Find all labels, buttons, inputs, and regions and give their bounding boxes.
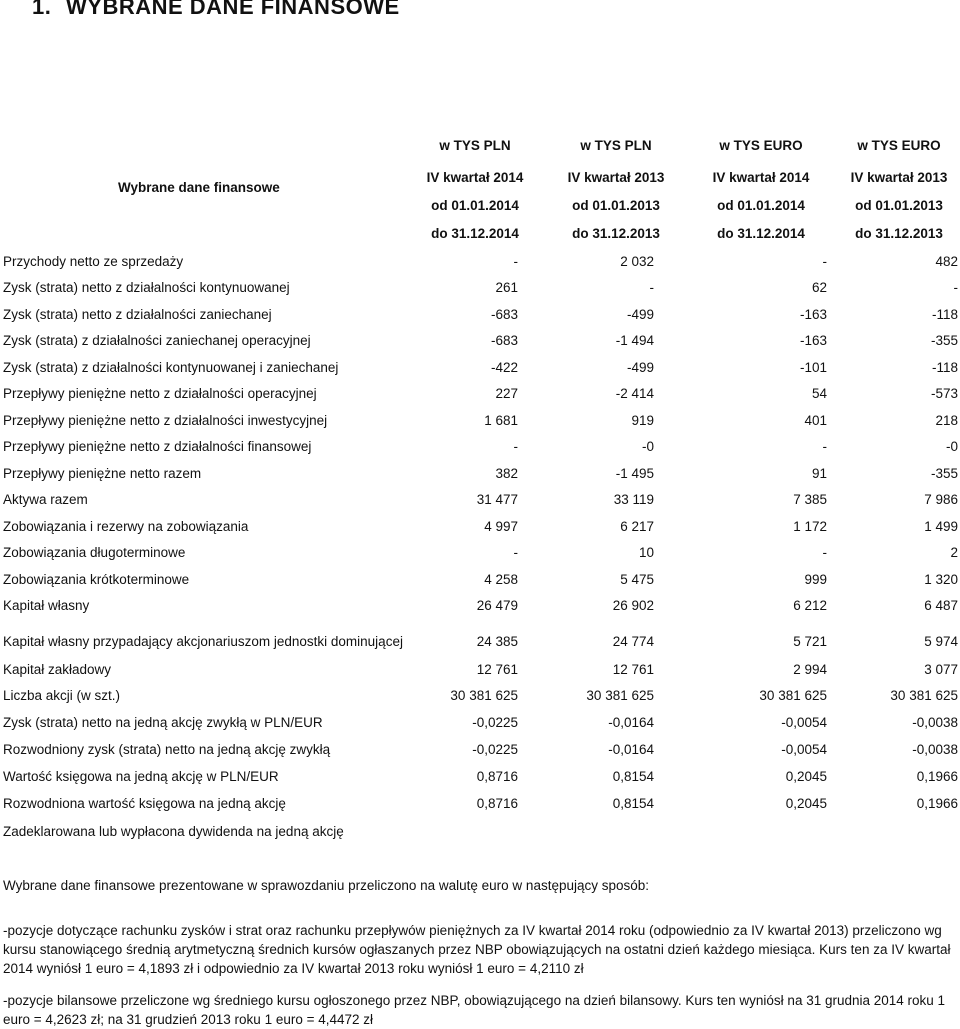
cell-value: 30 381 625 xyxy=(586,688,654,703)
note-income-statement: -pozycje dotyczące rachunku zysków i strat oraz rachunku przepływów pieniężnych za IV kwartał 2014 roku (odpowiednio za IV kwartał 2013) przeliczono wg kursu stanowiącego średnią arytmetyczną średnich kursów ogłaszanych przez NBP obowiązujących na ostatni dzień każdego miesiąca. Kurs ten za IV kwartał 2014 wyniósł 1 euro = 4,1893 zł i odpowiednio za IV kwartał 2013 roku wyniósł 1 euro = 4,2110 zł xyxy=(3,923,951,976)
table-row xyxy=(0,488,960,514)
table-row xyxy=(0,820,960,846)
row-label: Przychody netto ze sprzedaży xyxy=(3,254,184,269)
row-label: Przepływy pieniężne netto z działalności operacyjnej xyxy=(3,386,317,401)
column-header-currency: w TYS EURO xyxy=(857,138,941,153)
column-header-from: od 01.01.2013 xyxy=(572,198,660,213)
cell-value: 54 xyxy=(811,386,827,401)
column-header-currency: w TYS PLN xyxy=(580,138,652,153)
column-header-period: IV kwartał 2014 xyxy=(712,170,810,185)
table-row xyxy=(0,658,960,684)
cell-value: 7 385 xyxy=(793,492,827,507)
column-header-period: IV kwartał 2013 xyxy=(567,170,665,185)
cell-value: - xyxy=(953,280,958,295)
cell-value: 482 xyxy=(935,254,958,269)
cell-value: 0,8154 xyxy=(612,769,654,784)
note-intro: Wybrane dane finansowe prezentowane w sprawozdaniu przeliczono na walutę euro w następujący sposób: xyxy=(3,878,650,893)
cell-value: 30 381 625 xyxy=(450,688,518,703)
cell-value: -0,0164 xyxy=(608,742,654,757)
column-header-period: IV kwartał 2014 xyxy=(426,170,524,185)
column-header-from: od 01.01.2014 xyxy=(717,198,805,213)
cell-value: 218 xyxy=(935,413,958,428)
table-row xyxy=(0,630,960,656)
row-label: Przepływy pieniężne netto z działalności inwestycyjnej xyxy=(3,413,328,428)
cell-value: 382 xyxy=(495,466,518,481)
cell-value: 6 487 xyxy=(924,598,958,613)
table-row xyxy=(0,568,960,594)
cell-value: -0,0225 xyxy=(472,715,518,730)
cell-value: 5 475 xyxy=(620,572,654,587)
cell-value: 12 761 xyxy=(612,662,654,677)
table-row xyxy=(0,738,960,764)
cell-value: 0,1966 xyxy=(916,769,958,784)
cell-value: -0 xyxy=(945,439,958,454)
cell-value: -683 xyxy=(490,333,518,348)
cell-value: 999 xyxy=(804,572,827,587)
cell-value: 919 xyxy=(631,413,654,428)
table-row xyxy=(0,409,960,435)
row-label: Zadeklarowana lub wypłacona dywidenda na jedną akcję xyxy=(3,824,344,839)
row-label: Liczba akcji (w szt.) xyxy=(3,688,121,703)
table-row xyxy=(0,303,960,329)
row-label: Kapitał zakładowy xyxy=(3,662,112,677)
table-row xyxy=(0,382,960,408)
cell-value: -2 414 xyxy=(615,386,654,401)
cell-value: 4 258 xyxy=(484,572,518,587)
cell-value: 5 721 xyxy=(793,634,827,649)
column-header-period: IV kwartał 2013 xyxy=(850,170,948,185)
row-label: Rozwodniona wartość księgowa na jedną akcję xyxy=(3,796,286,811)
row-label: Aktywa razem xyxy=(3,492,88,507)
note-balance-sheet: -pozycje bilansowe przeliczone wg średniego kursu ogłoszonego przez NBP, obowiązującego na dzień bilansowy. Kurs ten wyniósł na 31 grudnia 2014 roku 1 euro = 4,2623 zł; na 31 grudzień 2013 roku 1 euro = 4,4472 zł xyxy=(3,993,946,1027)
row-label: Wartość księgowa na jedną akcję w PLN/EUR xyxy=(3,769,279,784)
cell-value: 24 385 xyxy=(476,634,518,649)
table-row xyxy=(0,765,960,791)
table-row xyxy=(0,541,960,567)
cell-value: - xyxy=(822,545,827,560)
cell-value: -499 xyxy=(626,307,654,322)
cell-value: 31 477 xyxy=(476,492,518,507)
cell-value: -101 xyxy=(799,360,827,375)
cell-value: -0,0038 xyxy=(912,742,958,757)
table-row xyxy=(0,250,960,276)
cell-value: 0,8716 xyxy=(476,769,518,784)
cell-value: 30 381 625 xyxy=(890,688,958,703)
cell-value: 2 032 xyxy=(620,254,654,269)
cell-value: 30 381 625 xyxy=(759,688,827,703)
column-header-from: od 01.01.2014 xyxy=(431,198,519,213)
cell-value: - xyxy=(649,280,654,295)
row-header-label: Wybrane dane finansowe xyxy=(118,180,280,195)
table-row xyxy=(0,594,960,620)
cell-value: 6 212 xyxy=(793,598,827,613)
cell-value: - xyxy=(822,254,827,269)
cell-value: -499 xyxy=(626,360,654,375)
cell-value: - xyxy=(513,545,518,560)
cell-value: 7 986 xyxy=(924,492,958,507)
cell-value: -422 xyxy=(490,360,518,375)
column-header-to: do 31.12.2013 xyxy=(572,226,660,241)
cell-value: 62 xyxy=(811,280,827,295)
column-header-currency: w TYS PLN xyxy=(439,138,511,153)
cell-value: 12 761 xyxy=(476,662,518,677)
cell-value: -355 xyxy=(930,466,958,481)
cell-value: 0,8154 xyxy=(612,796,654,811)
row-label: Przepływy pieniężne netto razem xyxy=(3,466,202,481)
section-heading xyxy=(32,0,400,20)
cell-value: 0,8716 xyxy=(476,796,518,811)
cell-value: 401 xyxy=(804,413,827,428)
cell-value: -0,0164 xyxy=(608,715,654,730)
table-row xyxy=(0,435,960,461)
cell-value: -683 xyxy=(490,307,518,322)
cell-value: -0,0225 xyxy=(472,742,518,757)
table-row xyxy=(0,329,960,355)
cell-value: 227 xyxy=(495,386,518,401)
cell-value: -163 xyxy=(799,307,827,322)
cell-value: 1 681 xyxy=(484,413,518,428)
cell-value: - xyxy=(513,439,518,454)
cell-value: 24 774 xyxy=(612,634,654,649)
cell-value: -0 xyxy=(641,439,654,454)
cell-value: 261 xyxy=(495,280,518,295)
cell-value: 91 xyxy=(811,466,827,481)
cell-value: 0,1966 xyxy=(916,796,958,811)
cell-value: 3 077 xyxy=(924,662,958,677)
cell-value: 5 974 xyxy=(924,634,958,649)
column-header-to: do 31.12.2014 xyxy=(717,226,805,241)
cell-value: -355 xyxy=(930,333,958,348)
column-header-to: do 31.12.2013 xyxy=(855,226,943,241)
table-row xyxy=(0,356,960,382)
section-title: WYBRANE DANE FINANSOWE xyxy=(66,0,400,19)
table-row xyxy=(0,711,960,737)
column-header-currency: w TYS EURO xyxy=(719,138,803,153)
row-label: Kapitał własny xyxy=(3,598,90,613)
cell-value: 2 xyxy=(950,545,958,560)
cell-value: 10 xyxy=(638,545,654,560)
row-label: Zysk (strata) netto na jedną akcję zwykłą w PLN/EUR xyxy=(3,715,323,730)
cell-value: - xyxy=(513,254,518,269)
cell-value: -0,0054 xyxy=(781,715,827,730)
table-row xyxy=(0,515,960,541)
cell-value: 1 172 xyxy=(793,519,827,534)
row-label: Kapitał własny przypadający akcjonariuszom jednostki dominującej xyxy=(3,634,403,649)
cell-value: -118 xyxy=(931,360,958,375)
cell-value: -1 495 xyxy=(615,466,654,481)
cell-value: 0,2045 xyxy=(785,796,827,811)
column-header-from: od 01.01.2013 xyxy=(855,198,943,213)
table-row xyxy=(0,276,960,302)
row-label: Zysk (strata) netto z działalności kontynuowanej xyxy=(3,280,290,295)
table-row xyxy=(0,792,960,818)
row-label: Zysk (strata) netto z działalności zaniechanej xyxy=(3,307,272,322)
cell-value: 2 994 xyxy=(793,662,827,677)
row-label: Zobowiązania długoterminowe xyxy=(3,545,186,560)
cell-value: - xyxy=(822,439,827,454)
section-number: 1. xyxy=(32,0,52,19)
column-header-to: do 31.12.2014 xyxy=(431,226,519,241)
row-label: Zobowiązania i rezerwy na zobowiązania xyxy=(3,519,249,534)
row-label: Zobowiązania krótkoterminowe xyxy=(3,572,190,587)
cell-value: 33 119 xyxy=(613,492,654,507)
row-label: Rozwodniony zysk (strata) netto na jedną akcję zwykłą xyxy=(3,742,331,757)
row-label: Zysk (strata) z działalności kontynuowanej i zaniechanej xyxy=(3,360,339,375)
cell-value: 4 997 xyxy=(484,519,518,534)
cell-value: 26 902 xyxy=(612,598,654,613)
cell-value: -573 xyxy=(930,386,958,401)
cell-value: 6 217 xyxy=(620,519,654,534)
cell-value: -118 xyxy=(931,307,958,322)
cell-value: -163 xyxy=(799,333,827,348)
table-row xyxy=(0,462,960,488)
cell-value: 0,2045 xyxy=(785,769,827,784)
table-row xyxy=(0,684,960,710)
cell-value: 26 479 xyxy=(476,598,518,613)
cell-value: -0,0038 xyxy=(912,715,958,730)
cell-value: 1 320 xyxy=(924,572,958,587)
cell-value: -0,0054 xyxy=(781,742,827,757)
cell-value: -1 494 xyxy=(615,333,654,348)
row-label: Zysk (strata) z działalności zaniechanej operacyjnej xyxy=(3,333,311,348)
cell-value: 1 499 xyxy=(924,519,958,534)
row-label: Przepływy pieniężne netto z działalności finansowej xyxy=(3,439,312,454)
